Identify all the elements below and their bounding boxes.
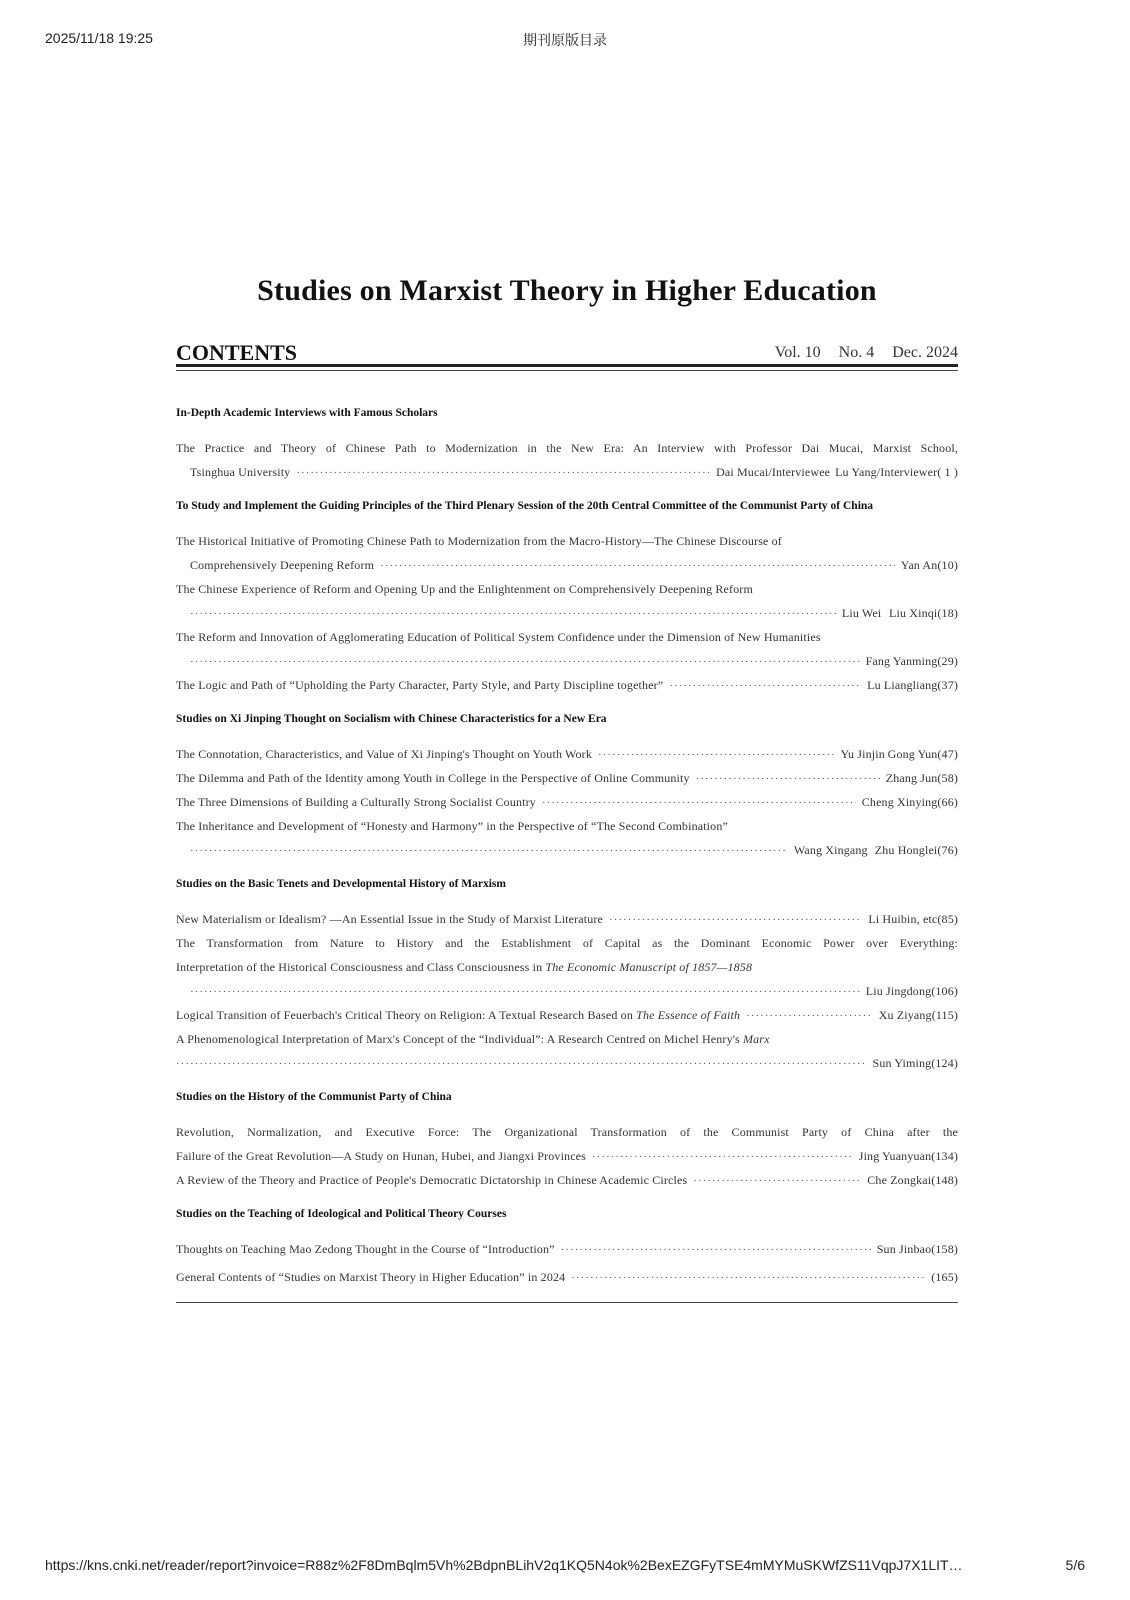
toc-entry-line (176, 1027, 958, 1051)
section-heading: Studies on the Teaching of Ideological and Political Theory Courses (176, 1208, 507, 1220)
entry-title: A Review of the Theory and Practice of People's Democratic Dictatorship in Chinese Academic Circles (176, 1173, 688, 1187)
leader-dots (190, 839, 788, 863)
entry-author: Fang Yanming (865, 654, 938, 668)
entry-page: (106) (931, 984, 958, 998)
section-heading: Studies on the Basic Tenets and Developmental History of Marxism (176, 878, 506, 890)
entry-author: Liu Jingdong (865, 984, 932, 998)
toc-entry (176, 1168, 958, 1192)
toc-entry (176, 1237, 958, 1261)
toc-entry-line: Revolution, Normalization, and Executive Force: The Organizational Transformation of the Communist Party of China after the (176, 1125, 958, 1139)
toc-entry (176, 649, 958, 673)
entry-title: Comprehensively Deepening Reform (190, 558, 375, 572)
issue-info (761, 344, 958, 362)
toc-entry (176, 1051, 958, 1075)
entry-title-italic: Marx (743, 1032, 770, 1046)
entry-author: Zhang Jun (885, 771, 938, 785)
issue-date: Dec. 2024 (892, 344, 958, 361)
entry-author: Xu Ziyang (878, 1008, 932, 1022)
leader-dots (696, 767, 880, 791)
leader-dots (190, 980, 860, 1004)
leader-dots (561, 1238, 871, 1262)
entry-title: The Logic and Path of “Upholding the Party Character, Party Style, and Party Discipline together” (176, 678, 664, 692)
entry-page: (10) (937, 558, 958, 572)
entry-title: The Dilemma and Path of the Identity among Youth in College in the Perspective of Online Community (176, 771, 690, 785)
entry-page: (37) (937, 678, 958, 692)
entry-title: The Three Dimensions of Building a Culturally Strong Socialist Country (176, 795, 536, 809)
toc-entry (176, 553, 958, 577)
entry-author: Che Zongkai (867, 1173, 932, 1187)
leader-dots (190, 650, 860, 674)
entry-page: ( 1 ) (937, 465, 958, 479)
leader-dots (609, 908, 862, 932)
section-heading: Studies on Xi Jinping Thought on Socialism with Chinese Characteristics for a New Era (176, 713, 607, 725)
print-url[interactable]: https://kns.cnki.net/reader/report?invoice=R88z%2F8DmBqlm5Vh%2BdpnBLihV2q1KQ5N4ok%2BexEZGFyTSE4mMYMuSKWfZS11VqpJ7X1LIT… (45, 1557, 963, 1573)
leader-dots (571, 1266, 925, 1290)
entry-page: (29) (937, 654, 958, 668)
entry-author: Liu Xinqi (889, 606, 938, 620)
entry-title (176, 1003, 740, 1027)
print-header (0, 30, 1130, 50)
entry-author: Sun Jinbao (876, 1242, 932, 1256)
entry-author: Cheng Xinying (861, 795, 938, 809)
entry-title: Thoughts on Teaching Mao Zedong Thought in the Course of “Introduction” (176, 1242, 555, 1256)
entry-author: Liu Wei (841, 606, 882, 620)
print-title: 期刊原版目录 (523, 32, 607, 48)
journal-title: Studies on Marxist Theory in Higher Education (257, 274, 877, 307)
entry-page: (85) (937, 912, 958, 926)
entry-title-part: A Phenomenological Interpretation of Marx's Concept of the “Individual”: A Research Centred on Michel Henry's (176, 1032, 744, 1046)
toc-entry (176, 1003, 958, 1027)
leader-dots (746, 1004, 873, 1028)
entry-title: Failure of the Great Revolution—A Study on Hunan, Hubei, and Jiangxi Provinces (176, 1149, 586, 1163)
entry-page: (134) (931, 1149, 958, 1163)
contents-rule-bottom (176, 370, 958, 371)
leader-dots (296, 461, 710, 485)
entry-author: Yan An (900, 558, 938, 572)
leader-dots (598, 743, 835, 767)
leader-dots (592, 1145, 853, 1169)
entry-author: Dai Mucai/Interviewee (716, 465, 831, 479)
section-heading: To Study and Implement the Guiding Principles of the Third Plenary Session of the 20th Central Committee of the Communist Party of China (176, 500, 874, 512)
toc-entry (176, 838, 958, 862)
leader-dots (693, 1169, 861, 1193)
entry-page: (165) (931, 1270, 958, 1284)
entry-title: New Materialism or Idealism? —An Essential Issue in the Study of Marxist Literature (176, 912, 604, 926)
entry-author: Jing Yuanyuan (858, 1149, 932, 1163)
entry-author: Gong Yun (887, 747, 938, 761)
toc-bottom-rule (176, 1302, 958, 1303)
contents-label: CONTENTS (176, 340, 298, 365)
leader-dots (176, 1052, 867, 1076)
entry-page: (58) (937, 771, 958, 785)
print-page-number: 5/6 (1065, 1557, 1085, 1573)
entry-title-part: Interpretation of the Historical Consciousness and Class Consciousness in (176, 960, 546, 974)
toc-entry (176, 673, 958, 697)
entry-page: (18) (937, 606, 958, 620)
entry-author: Wang Xingang (793, 843, 868, 857)
entry-title-italic: The Essence of Faith (636, 1008, 741, 1022)
entry-author: Li Huibin, etc (868, 912, 938, 926)
toc-entry (176, 1144, 958, 1168)
entry-author: Lu Yang/Interviewer (835, 465, 938, 479)
toc-entry-line: The Transformation from Nature to History and the Establishment of Capital as the Dominant Economic Power over Everything: (176, 936, 958, 950)
toc-entry-line: The Practice and Theory of Chinese Path to Modernization in the New Era: An Interview with Professor Dai Mucai, Marxist School, (176, 441, 958, 455)
issue-number: No. 4 (838, 344, 875, 361)
entry-author: Sun Yiming (872, 1056, 932, 1070)
toc-entry (176, 979, 958, 1003)
section-heading: In-Depth Academic Interviews with Famous Scholars (176, 407, 438, 419)
toc-entry-line (176, 955, 958, 979)
toc-entry-line: The Inheritance and Development of “Honesty and Harmony” in the Perspective of “The Second Combination” (176, 819, 728, 833)
toc-entry (176, 907, 958, 931)
leader-dots (190, 602, 836, 626)
entry-title: General Contents of “Studies on Marxist Theory in Higher Education” in 2024 (176, 1270, 566, 1284)
toc-entry (176, 790, 958, 814)
entry-page: (115) (931, 1008, 958, 1022)
leader-dots (542, 791, 856, 815)
toc-entry-line: The Historical Initiative of Promoting Chinese Path to Modernization from the Macro-History—The Chinese Discourse of (176, 534, 782, 548)
entry-author: Zhu Honglei (874, 843, 938, 857)
entry-title: The Connotation, Characteristics, and Value of Xi Jinping's Thought on Youth Work (176, 747, 592, 761)
contents-rule-top (176, 364, 958, 367)
toc-entry (176, 601, 958, 625)
entry-page: (148) (931, 1173, 958, 1187)
toc-entry-line: The Chinese Experience of Reform and Opening Up and the Enlightenment on Comprehensively Deepening Reform (176, 582, 753, 596)
entry-page: (47) (937, 747, 958, 761)
issue-volume: Vol. 10 (774, 344, 821, 361)
leader-dots (669, 674, 861, 698)
toc-list (176, 404, 958, 1289)
toc-entry-line: The Reform and Innovation of Agglomerating Education of Political System Confidence under the Dimension of New Humanities (176, 630, 821, 644)
entry-page: (124) (931, 1056, 958, 1070)
leader-dots (380, 554, 895, 578)
entry-author: Yu Jinjin (840, 747, 885, 761)
toc-entry (176, 742, 958, 766)
entry-title-italic: The Economic Manuscript of 1857—1858 (545, 960, 753, 974)
entry-page: (158) (931, 1242, 958, 1256)
toc-entry (176, 766, 958, 790)
print-footer (0, 1557, 1130, 1577)
section-heading: Studies on the History of the Communist Party of China (176, 1091, 452, 1103)
entry-author: Lu Liangliang (867, 678, 938, 692)
entry-page: (66) (937, 795, 958, 809)
toc-entry (176, 460, 958, 484)
entry-title-part: Logical Transition of Feuerbach's Critical Theory on Religion: A Textual Research Based on (176, 1008, 637, 1022)
print-datetime: 2025/11/18 19:25 (45, 30, 153, 46)
entry-page: (76) (937, 843, 958, 857)
toc-entry (176, 1265, 958, 1289)
entry-title: Tsinghua University (190, 465, 291, 479)
